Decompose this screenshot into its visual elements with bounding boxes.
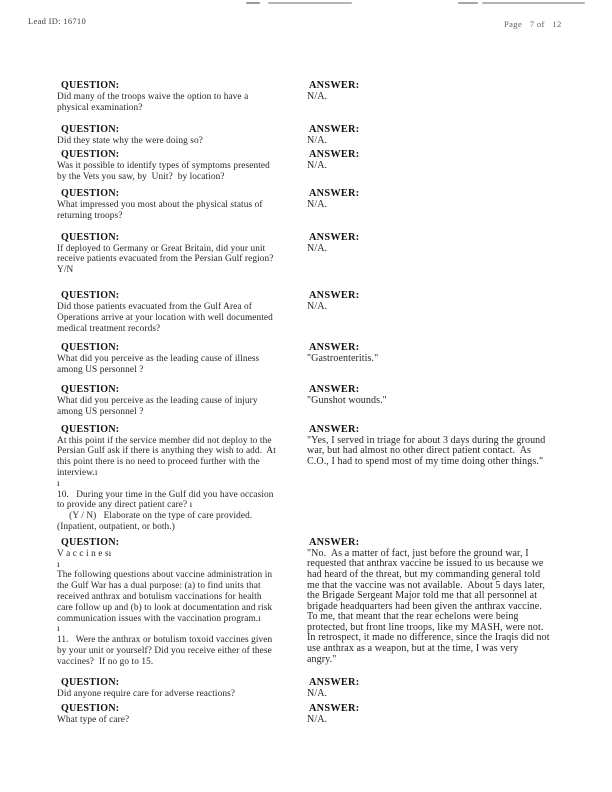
question-label: QUESTION: [61, 80, 120, 91]
question-line: (Y / N) Elaborate on the type of care provided. [57, 511, 253, 522]
question-label: QUESTION: [61, 677, 120, 689]
question-line: Y/N [57, 265, 74, 276]
question-line: the Gulf War has a dual purpose: (a) to find units that [57, 581, 261, 592]
question-label: QUESTION: [61, 231, 120, 243]
question-column [57, 424, 307, 533]
answer-line: N/A. [307, 242, 328, 254]
question-line: Did many of the troops waive the option to have a [57, 92, 249, 102]
answer-label: ANSWER: [309, 187, 360, 199]
answer-label: ANSWER: [309, 536, 360, 548]
question-line: physical examination? [57, 102, 143, 113]
qa-block [57, 424, 579, 533]
qa-block [57, 124, 579, 147]
answer-line: N/A. [307, 714, 328, 726]
question-line: Did anyone require care for adverse reactions? [57, 689, 236, 700]
answer-line: requested that anthrax vaccine be issued to us because we [307, 558, 544, 570]
answer-line: use anthrax as a weapon, but at the time, I was very [307, 643, 519, 655]
question-line: V a c c i n e sı [57, 548, 112, 559]
answer-column [307, 703, 579, 726]
scan-artifact-line [482, 2, 585, 4]
question-line: to provide any direct patient care? ı [57, 500, 193, 511]
question-line: communication issues with the vaccination program.ı [57, 613, 261, 624]
answer-line: war, but had almost no other direct patient contact. As [307, 445, 532, 457]
question-line: ı [57, 478, 60, 489]
question-line: Did they state why the were doing so? [57, 135, 203, 146]
answer-line: N/A. [307, 91, 328, 102]
answer-line: "Yes, I served in triage for about 3 days during the ground [307, 434, 546, 446]
answer-column [307, 342, 579, 365]
scan-artifact-line [458, 2, 478, 4]
answer-column [307, 149, 579, 172]
answer-label: ANSWER: [309, 423, 360, 435]
answer-column [307, 424, 579, 468]
question-label: QUESTION: [61, 703, 120, 715]
question-line: What did you perceive as the leading cause of illness [57, 354, 260, 365]
answer-line: "No. As a matter of fact, just before the ground war, I [307, 547, 529, 559]
answer-column [307, 537, 579, 666]
answer-line: C.O., I had to spend most of my time doing other things." [307, 455, 544, 467]
qa-block [57, 232, 579, 276]
qa-block [57, 80, 579, 114]
qa-block [57, 290, 579, 334]
question-label: QUESTION: [61, 423, 120, 435]
question-line: received anthrax and botulism vaccinations for health [57, 591, 262, 602]
qa-block [57, 677, 579, 700]
question-line: receive patients evacuated from the Persian Gulf region? [57, 254, 274, 265]
answer-label: ANSWER: [309, 342, 360, 354]
question-line: care follow up and (b) to look at documentation and risk [57, 602, 273, 613]
answer-label: ANSWER: [309, 383, 360, 395]
question-line: What impressed you most about the physical status of [57, 199, 263, 210]
qa-block [57, 342, 579, 376]
question-label: QUESTION: [61, 289, 120, 301]
question-column [57, 80, 307, 114]
question-line: Persian Gulf ask if there is anything they wish to add. At [57, 446, 276, 457]
question-line: by your unit or yourself? Did you receive either of these [57, 645, 272, 656]
question-column [57, 384, 307, 418]
question-column [57, 703, 307, 726]
answer-line: N/A. [307, 198, 328, 210]
question-column [57, 124, 307, 147]
question-line: among US personnel ? [57, 406, 144, 417]
question-column [57, 232, 307, 276]
answer-label: ANSWER: [309, 149, 360, 161]
answer-label: ANSWER: [309, 677, 360, 689]
question-label: QUESTION: [61, 123, 120, 135]
qa-block [57, 149, 579, 183]
answer-line: angry." [307, 653, 337, 665]
question-line: vaccines? If no go to 15. [57, 656, 154, 667]
question-line: Operations arrive at your location with well documented [57, 312, 273, 323]
answer-column [307, 188, 579, 211]
question-column [57, 188, 307, 222]
question-line: Did those patients evacuated from the Gulf Area of [57, 301, 253, 312]
question-line: What type of care? [57, 715, 130, 726]
lead-id-label: Lead ID: 16710 [28, 16, 87, 26]
answer-column [307, 384, 579, 407]
question-column [57, 342, 307, 376]
qa-block [57, 703, 579, 726]
question-label: QUESTION: [61, 536, 120, 548]
question-line: What did you perceive as the leading cause of injury [57, 395, 258, 406]
answer-column [307, 290, 579, 313]
answer-line: me that the vaccine was not available. About 5 days later, [307, 579, 545, 591]
question-label: QUESTION: [61, 149, 120, 161]
question-column [57, 537, 307, 668]
question-line: 11. Were the anthrax or botulism toxoid vaccines given [57, 635, 273, 646]
question-label: QUESTION: [61, 187, 120, 199]
question-column [57, 149, 307, 183]
question-line: Was it possible to identify types of symptoms presented [57, 161, 270, 172]
answer-line: N/A. [307, 688, 328, 700]
page-number-label: Page 7 of 12 [504, 19, 562, 29]
answer-label: ANSWER: [309, 123, 360, 135]
answer-column [307, 677, 579, 700]
answer-column [307, 124, 579, 147]
scan-artifact-line [268, 2, 352, 4]
question-line: At this point if the service member did not deploy to the [57, 435, 272, 446]
question-column [57, 677, 307, 700]
answer-line: the Brigade Sergeant Major told me that all personnel at [307, 590, 538, 602]
answer-line: brigade headquarters had been given the anthrax vaccine. [307, 600, 542, 612]
answer-line: had heard of the threat, but my commanding general told [307, 568, 541, 580]
answer-line: N/A. [307, 300, 328, 312]
answer-line: To me, that meant that the rear echelons were being [307, 611, 519, 623]
answer-line: "Gunshot wounds." [307, 394, 387, 406]
answer-line: In retrospect, it made no difference, since the Iraqis did not [307, 632, 550, 644]
answer-line: N/A. [307, 160, 328, 172]
question-line: returning troops? [57, 210, 123, 221]
question-line: The following questions about vaccine administration in [57, 570, 273, 581]
question-line: ı [57, 559, 60, 570]
question-line: medical treatment records? [57, 323, 161, 334]
answer-line: "Gastroenteritis." [307, 353, 379, 365]
question-line: by the Vets you saw, by Unit? by location? [57, 172, 225, 183]
answer-label: ANSWER: [309, 703, 360, 715]
question-line: 10. During your time in the Gulf did you have occasion [57, 489, 274, 500]
qa-block [57, 188, 579, 222]
answer-label: ANSWER: [309, 289, 360, 301]
question-label: QUESTION: [61, 383, 120, 395]
answer-line: N/A. [307, 134, 328, 146]
question-line: (Inpatient, outpatient, or both.) [57, 521, 175, 532]
qa-block [57, 537, 579, 668]
answer-column [307, 80, 579, 103]
qa-block [57, 384, 579, 418]
answer-label: ANSWER: [309, 80, 360, 91]
question-line: this point there is no need to proceed further with the [57, 457, 260, 468]
question-label: QUESTION: [61, 342, 120, 354]
qa-list [57, 80, 579, 726]
question-line: interview.ı [57, 467, 98, 478]
question-line: ı [57, 624, 60, 635]
question-line: If deployed to Germany or Great Britain, did your unit [57, 243, 266, 254]
answer-line: protected, but front line troops, like my MASH, were not. [307, 621, 544, 633]
answer-column [307, 232, 579, 255]
question-column [57, 290, 307, 334]
question-line: among US personnel ? [57, 365, 144, 376]
answer-label: ANSWER: [309, 231, 360, 243]
